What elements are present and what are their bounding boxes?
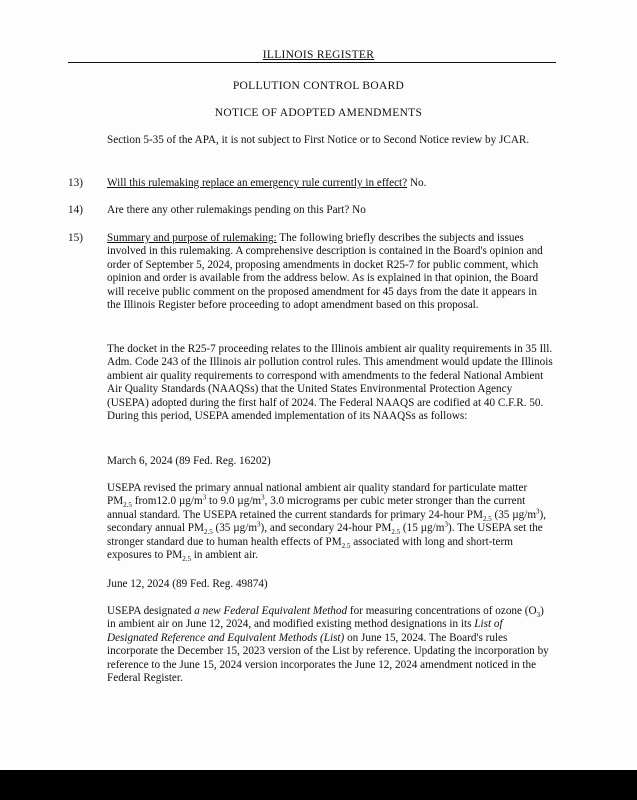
march-text-9: (15 µg/m bbox=[400, 522, 445, 535]
cubed-superscript: 3 bbox=[536, 507, 540, 516]
june-text-3: ) in ambient air on June 12, 2024, and modified existing method designations in its bbox=[107, 605, 544, 631]
item-13 bbox=[107, 177, 553, 190]
march-text-5: (35 µg/m bbox=[491, 508, 537, 521]
march-text-12: in ambient air. bbox=[190, 549, 259, 562]
march-paragraph bbox=[107, 482, 553, 562]
pm-subscript: 2.5 bbox=[182, 555, 191, 564]
march-text-3: to 9.0 µg/m bbox=[206, 495, 262, 508]
item-14-answer: No bbox=[352, 204, 366, 216]
register-title: ILLINOIS REGISTER bbox=[262, 49, 375, 61]
header-rule bbox=[68, 62, 556, 63]
june-italic-1: a new Federal Equivalent Method bbox=[194, 605, 348, 617]
march-text-2: from12.0 µg/m bbox=[131, 495, 203, 508]
cubed-superscript: 3 bbox=[257, 520, 261, 529]
notice-title: NOTICE OF ADOPTED AMENDMENTS bbox=[214, 107, 423, 119]
item-13-question: Will this rulemaking replace an emergency rule currently in effect? bbox=[107, 177, 408, 189]
march-text-7: (35 µg/m bbox=[212, 522, 258, 535]
cubed-superscript: 3 bbox=[261, 493, 265, 502]
march-text-11: associated with long and short-term exposures to PM bbox=[107, 535, 513, 562]
march-date: March 6, 2024 (89 Fed. Reg. 16202) bbox=[107, 455, 271, 467]
cubed-superscript: 3 bbox=[202, 493, 207, 502]
item-15-heading: Summary and purpose of rulemaking: bbox=[107, 232, 277, 244]
march-text-10: ). The USEPA set the stronger standard due to human health effects of PM bbox=[107, 522, 543, 548]
register-header bbox=[0, 49, 637, 61]
item-15 bbox=[107, 232, 553, 312]
pm-subscript: 2.5 bbox=[482, 515, 492, 524]
pm-subscript: 2.5 bbox=[341, 541, 351, 550]
pm-subscript: 2.5 bbox=[203, 528, 213, 537]
cubed-superscript: 3 bbox=[444, 520, 448, 529]
item-13-number: 13) bbox=[68, 177, 83, 189]
march-text-6: ), secondary annual PM bbox=[107, 508, 547, 535]
june-text-2: for measuring concentrations of ozone (O bbox=[347, 605, 537, 617]
june-italic-2: List of Designated Reference and Equivalent Methods (List) bbox=[107, 618, 503, 644]
ozone-subscript: 3 bbox=[536, 611, 541, 620]
march-text-8: ), and secondary 24-hour PM bbox=[260, 522, 392, 535]
board-title: POLLUTION CONTROL BOARD bbox=[232, 80, 405, 92]
docket-paragraph: The docket in the R25-7 proceeding relates to the Illinois ambient air quality requirements in 35 Ill. Adm. Code 243 of the Illinois air pollution control rules. This amendment would update the Illinois ambient air quality requirements to correspond with amendments to the federal National Ambient Air Quality Standards (NAAQSs) that the United States Environmental Protection Agency (USEPA) adopted during the first half of 2024. The Federal NAAQS are codified at 40 C.F.R. 50. During this period, USEPA amended implementation of its NAAQSs as follows: bbox=[107, 343, 553, 423]
pm-subscript: 2.5 bbox=[123, 501, 132, 510]
item-15-number: 15) bbox=[68, 232, 83, 244]
item-14-number: 14) bbox=[68, 204, 83, 216]
pm-subscript: 2.5 bbox=[391, 528, 401, 537]
intro-paragraph: Section 5-35 of the APA, it is not subject to First Notice or to Second Notice review by JCAR. bbox=[107, 134, 530, 146]
item-14 bbox=[107, 204, 553, 217]
item-13-answer: No. bbox=[409, 177, 427, 189]
march-text-1: USEPA revised the primary annual national ambient air quality standard for particulate matter PM bbox=[107, 482, 528, 508]
june-date: June 12, 2024 (89 Fed. Reg. 49874) bbox=[107, 578, 268, 590]
scan-bottom-band bbox=[0, 770, 637, 800]
march-text-4: , 3.0 micrograms per cubic meter stronger than the current annual standard. The USEPA retained the current standards for primary 24-hour PM bbox=[107, 495, 526, 521]
june-text-4: on June 15, 2024. The Board's rules incorporate the December 15, 2023 version of the List by reference. Updating the incorporation by reference to the June 15, 2024 version incorporates the June 12, 2024 amendment noticed in the Federal Register. bbox=[107, 631, 549, 685]
june-text-1: USEPA designated bbox=[107, 605, 195, 617]
item-15-text: The following briefly describes the subjects and issues involved in this rulemaking. A comprehensive description is contained in the Board's opinion and order of September 5, 2024, proposing amendments in docket R25-7 for public comment, which opinion and order is available from the address below. As is explained in that opinion, the Board will receive public comment on the proposed amendment for 45 days from the date it appears in the Illinois Register before proceeding to adopt amendment based on this proposal. bbox=[107, 232, 543, 312]
item-14-question: Are there any other rulemakings pending on this Part? bbox=[107, 204, 350, 216]
june-paragraph bbox=[107, 605, 553, 685]
